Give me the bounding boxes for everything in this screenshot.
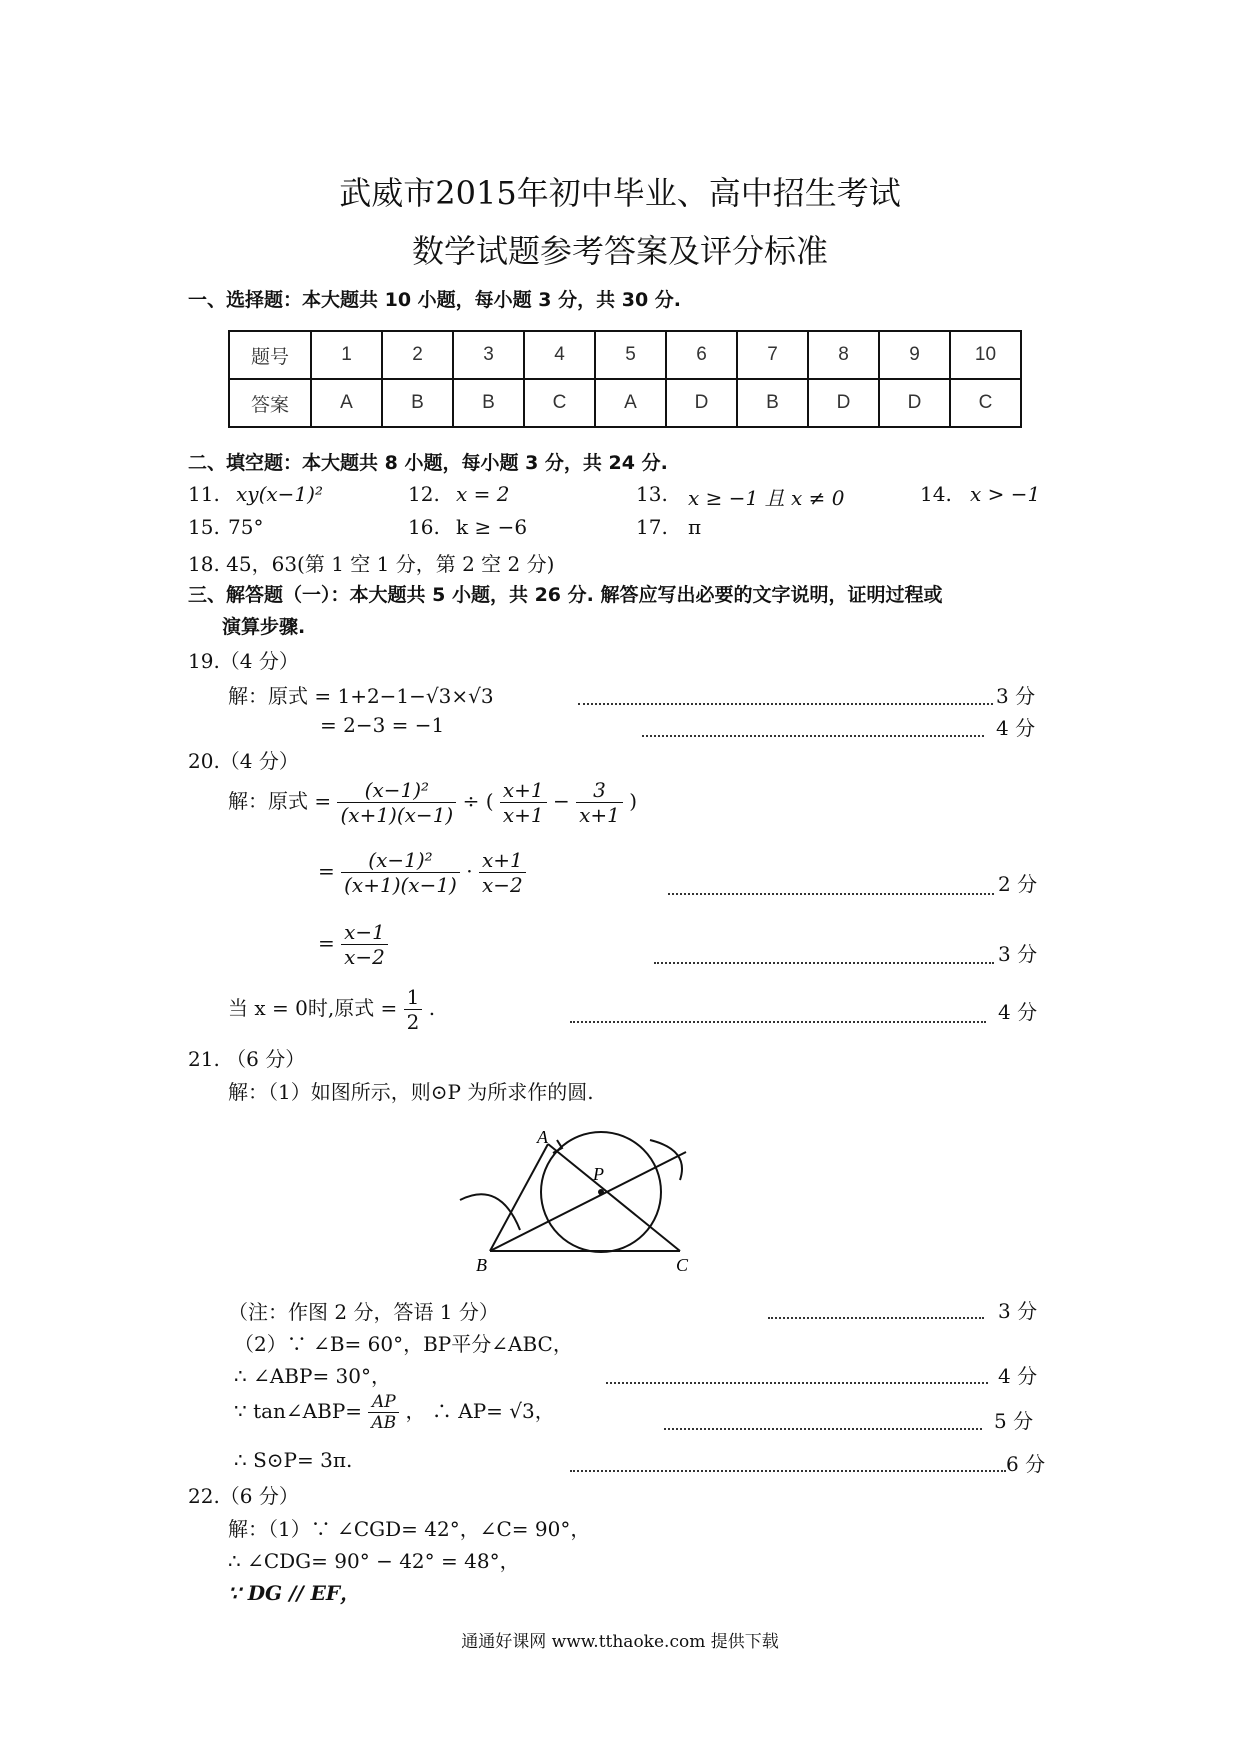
fill-item-num: 13. [636,482,668,506]
score-label: 2 分 [998,872,1038,896]
table-cell: 10 [950,331,1021,379]
equals: = [318,931,335,955]
q20-expr3 [318,920,388,969]
table-cell: A [311,379,382,427]
q20-expr4 [228,985,435,1034]
fill-item-num: 14. [920,482,952,506]
q22-line3: ∵ DG // EF， [228,1581,361,1605]
tan-expr: ∵ tan∠ABP= [234,1399,363,1423]
fill-item-answer: xy(x−1)² [236,482,323,506]
q19-line2: = 2−3 = −1 [320,713,445,737]
fraction: $\frac{x-1}{x-2}$ [341,920,388,969]
label-p: P [593,1164,604,1184]
fill-item-answer: π [688,515,702,539]
table-cell: 5 [595,331,666,379]
q19-label: 19.（4 分） [188,649,299,673]
fill-item-answer: 75° [228,515,264,539]
answer-table [228,330,1022,428]
section3-heading-cont: 演算步骤. [222,616,306,638]
page-subtitle: 数学试题参考答案及评分标准 [411,232,828,270]
fill-item-answer: k ≥ −6 [456,515,528,539]
fill-item-num: 15. [188,515,220,539]
fraction: $\frac{3}{x+1}$ [576,778,623,827]
table-cell: C [950,379,1021,427]
fill-item-answer: x > −1 [970,482,1041,506]
fraction: $\frac{\text{(x−1)²}}{(x+1)(x-1)}$ [341,848,460,897]
score-label: 4 分 [996,716,1036,740]
fraction: $\frac{x+1}{x+1}$ [500,778,547,827]
fill-item-num: 16. [408,515,440,539]
geometry-figure [440,1130,700,1280]
score-label: 3 分 [998,1299,1038,1323]
dotted-leader [570,1021,986,1023]
fill-item-num: 11. [188,482,220,506]
arc-mark-p [650,1140,682,1180]
fill-item-18: 18. 45，63(第 1 空 1 分，第 2 空 2 分) [188,552,555,576]
dotted-leader [578,703,993,705]
label-a: A [537,1130,548,1147]
arc-mark-b [460,1194,520,1230]
table-cell: A [595,379,666,427]
dotted-leader [654,962,994,964]
q20-when: 当 x = 0时,原式 = [228,996,398,1020]
q21-note: （注：作图 2 分，答语 1 分） [228,1300,499,1324]
fraction: $\frac{\text{(x−1)²}}{(x+1)(x-1)}$ [337,778,456,827]
table-cell: 6 [666,331,737,379]
q20-prefix: 解：原式 = [228,789,332,813]
score-label: 4 分 [998,1364,1038,1388]
center-dot [598,1189,604,1195]
table-cell: D [879,379,950,427]
section2-heading: 二、填空题：本大题共 8 小题，每小题 3 分，共 24 分. [188,452,668,474]
dotted-leader [668,893,994,895]
equals: = [318,859,335,883]
q22-line2: ∴ ∠CDG= 90° − 42° = 48°， [228,1549,520,1573]
q21-part1: 解：（1）如图所示，则⊙P 为所求作的圆. [228,1080,594,1104]
table-cell: C [524,379,595,427]
q21-part2-line1: （2）∵ ∠B= 60°，BP平分∠ABC， [234,1332,573,1356]
page-footer: 通通好课网 www.tthaoke.com 提供下载 [461,1632,779,1652]
q19-line1: 解：原式 = 1+2−1−√3×√3 [228,684,494,708]
table-cell: D [808,379,879,427]
score-label: 3 分 [996,684,1036,708]
q21-part2-line3 [234,1392,555,1433]
q20-label: 20.（4 分） [188,749,299,773]
table-cell: 8 [808,331,879,379]
dotted-leader [664,1428,982,1430]
section3-heading: 三、解答题（一）：本大题共 5 小题，共 26 分. 解答应写出必要的文字说明，证明过程或 [188,584,943,606]
dotted-leader [606,1382,988,1384]
score-label: 4 分 [998,1000,1038,1024]
q21-part2-line2: ∴ ∠ABP= 30°， [234,1364,392,1388]
fill-item-num: 12. [408,482,440,506]
operator: · [466,859,473,883]
table-cell: D [666,379,737,427]
table-cell: 3 [453,331,524,379]
q22-line1: 解：（1）∵ ∠CGD= 42°，∠C= 90°， [228,1517,591,1541]
table-cell: 4 [524,331,595,379]
dotted-leader [642,735,984,737]
table-header-cell: 题号 [229,331,311,379]
table-cell: B [737,379,808,427]
ap-expr: ， ∴ AP= √3， [405,1399,555,1423]
label-b: B [476,1255,487,1275]
table-row [229,379,1021,427]
section1-heading: 一、选择题：本大题共 10 小题，每小题 3 分，共 30 分. [188,289,682,311]
bisector-bp [490,1152,686,1251]
table-header-cell: 答案 [229,379,311,427]
fraction: $\frac{x+1}{x-2}$ [479,848,526,897]
right-angle-mark [553,1140,562,1153]
fill-item-num: 17. [636,515,668,539]
segment-ab [490,1144,548,1251]
period: . [428,996,436,1020]
score-label: 3 分 [998,942,1038,966]
score-label: 5 分 [994,1409,1034,1433]
q22-label: 22.（6 分） [188,1484,299,1508]
operator: ÷ ( [462,789,494,813]
q20-expr2 [318,848,526,897]
q20-expr1 [228,778,637,827]
fill-item-answer: x = 2 [456,482,510,506]
operator: − [552,789,570,813]
table-cell: 9 [879,331,950,379]
table-cell: B [453,379,524,427]
q21-label: 21. （6 分） [188,1047,306,1071]
fill-item-answer: x ≥ −1 且 x ≠ 0 [688,486,845,510]
dotted-leader [768,1317,984,1319]
page-title: 武威市2015年初中毕业、高中招生考试 [339,174,901,212]
table-cell: B [382,379,453,427]
fraction: $\frac{1}{2}$ [404,985,423,1034]
score-label: 6 分 [1006,1452,1046,1476]
table-row [229,331,1021,379]
operator: ) [629,789,638,813]
table-cell: 7 [737,331,808,379]
dotted-leader [570,1470,1006,1472]
q21-part2-line4: ∴ S⊙P= 3π. [234,1448,353,1472]
label-c: C [676,1255,689,1275]
table-cell: 2 [382,331,453,379]
fraction: $\frac{AP}{AB}$ [368,1392,399,1433]
table-cell: 1 [311,331,382,379]
